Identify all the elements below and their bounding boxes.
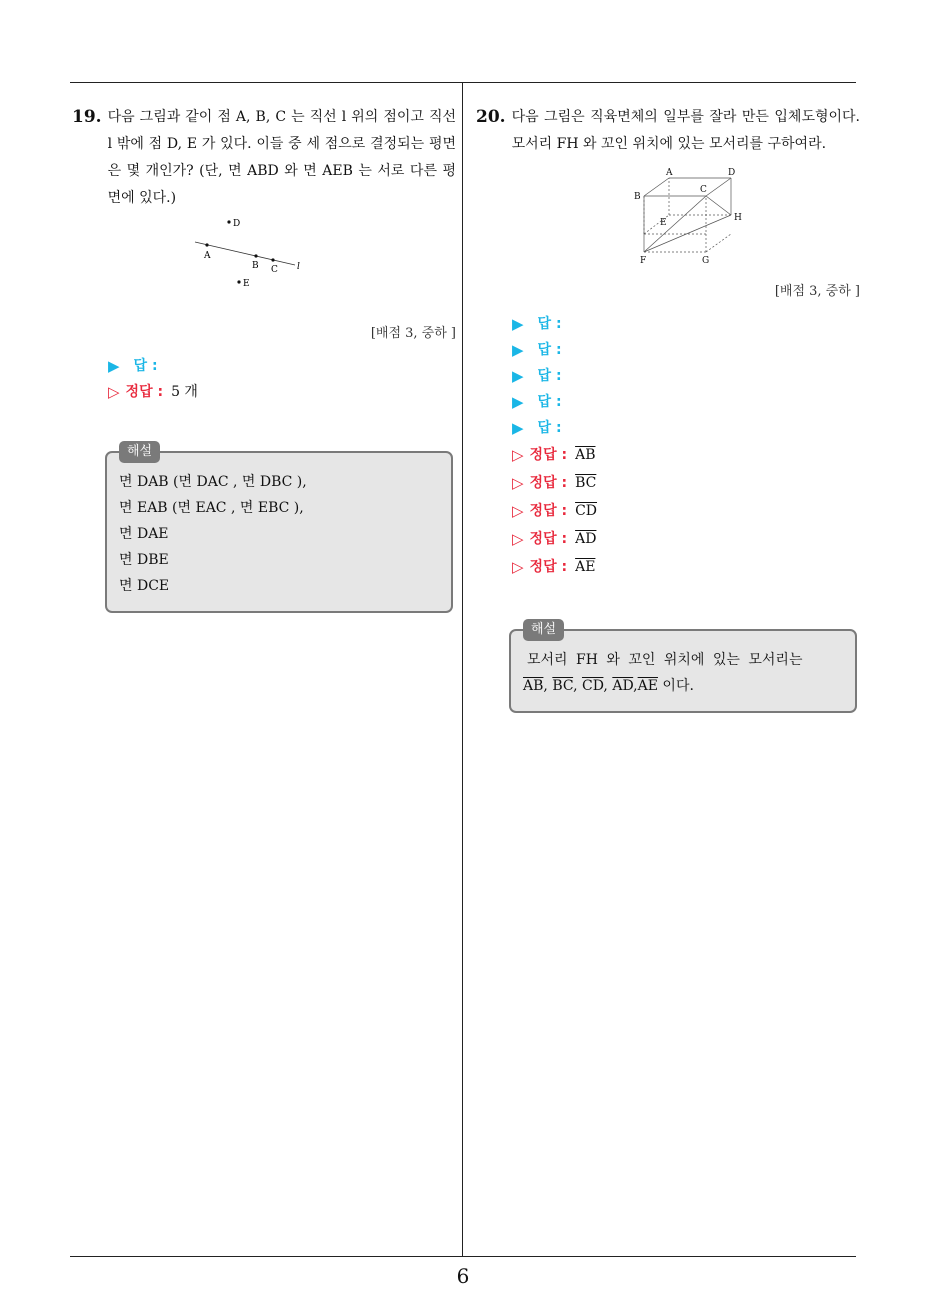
answer-line [512,389,860,415]
explanation-line: 면 EAB (면 EAC , 면 EBC ), [119,500,304,516]
explanation-tag: 해설 [119,441,160,463]
answer-arrow-icon: ▶ [512,341,524,359]
correct-arrow-icon: ▷ [108,383,120,401]
point-e [237,280,240,283]
answer-line [512,337,860,363]
explanation-line: 면 DAB (면 DAC , 면 DBC ), [119,474,307,490]
line-points-figure [189,220,339,300]
label-l: l [297,262,300,272]
score-label: [배점 3, 중하 ] [774,284,860,299]
answer-label: 답 : [537,368,562,384]
label-c: C [700,185,707,195]
column-divider [462,82,463,1256]
correct-label: 정답 : [529,559,568,575]
score-label: [배점 3, 중하 ] [370,326,456,341]
question-19 [72,104,456,613]
answer-arrow-icon: ▶ [512,393,524,411]
correct-value: $\overline{AB}$ [575,447,596,463]
correct-value: $\overline{CD}$ [575,503,598,519]
answer-arrow-icon: ▶ [108,357,120,375]
correct-label: 정답 : [529,447,568,463]
explanation-text: 모서리 FH 와 꼬인 위치에 있는 모서리는 [527,652,803,668]
label-e: E [243,279,250,289]
question-text: 다음 그림과 같이 점 A, B, C 는 직선 l 위의 점이고 직선 l 밖에 점 D, E 가 있다. 이들 중 세 점으로 결정되는 평면은 몇 개인가? (단, 면 ABD 와 면 AEB 는 서로 다른 평면에 있다.) [107,109,456,206]
edge-label: $\overline{BC}$ [552,678,574,694]
explanation-line: 면 DAE [119,526,169,542]
correct-answer-line [512,469,860,497]
answer-line [512,363,860,389]
edge-label: $\overline{AE}$ [637,678,658,694]
question-number: 19. [72,107,102,127]
correct-value: 5 개 [171,384,198,400]
correct-label: 정답 : [125,384,164,400]
correct-value: $\overline{BC}$ [575,475,597,491]
label-d: D [233,219,241,229]
point-d [227,220,230,223]
correct-arrow-icon: ▷ [512,502,524,520]
label-g: G [702,256,710,266]
correct-arrow-icon: ▷ [512,558,524,576]
explanation-end: 이다. [662,678,694,694]
question-text: 다음 그림은 직육면체의 일부를 잘라 만든 입체도형이다. 모서리 FH 와 꼬인 위치에 있는 모서리를 구하여라. [511,109,860,152]
answer-line [512,415,860,441]
label-b: B [634,192,641,202]
label-a: A [204,251,211,261]
label-d: D [728,168,736,178]
top-rule [70,82,856,83]
correct-arrow-icon: ▷ [512,530,524,548]
correct-answer-line [512,525,860,553]
point-b [254,254,257,257]
correct-label: 정답 : [529,531,568,547]
label-h: H [734,213,742,223]
answer-label: 답 : [537,420,562,436]
edge-label: $\overline{AD}$ [612,678,634,694]
explanation-tag: 해설 [523,619,564,641]
explanation-box [105,444,453,613]
correct-arrow-icon: ▷ [512,446,524,464]
label-c: C [271,265,278,275]
edge-label: $\overline{AB}$ [523,678,544,694]
answer-arrow-icon: ▶ [512,419,524,437]
correct-answer-line [512,441,860,469]
correct-answer-line [108,379,456,405]
point-a [205,243,208,246]
page-number: 6 [456,1264,470,1288]
answer-line [512,311,860,337]
answer-label: 답 : [537,394,562,410]
solid-figure [608,168,742,268]
explanation-line: 면 DCE [119,578,170,594]
label-b: B [252,261,259,271]
answer-arrow-icon: ▶ [512,315,524,333]
question-number: 20. [476,107,506,127]
label-f: F [640,256,647,266]
correct-answer-line [512,553,860,581]
answer-arrow-icon: ▶ [512,367,524,385]
answer-line [108,353,456,379]
label-a: A [666,168,673,178]
correct-label: 정답 : [529,475,568,491]
correct-value: $\overline{AD}$ [575,531,597,547]
answer-label: 답 : [133,358,158,374]
answer-label: 답 : [537,316,562,332]
correct-value: $\overline{AE}$ [575,559,596,575]
point-c [271,258,274,261]
correct-arrow-icon: ▷ [512,474,524,492]
question-20 [476,104,860,713]
explanation-line: 면 DBE [119,552,169,568]
explanation-box [509,622,857,713]
answer-label: 답 : [537,342,562,358]
edge-label: $\overline{CD}$ [581,678,604,694]
correct-answer-line [512,497,860,525]
correct-label: 정답 : [529,503,568,519]
bottom-rule [70,1256,856,1257]
label-e: E [660,218,667,228]
explanation-edges: $\overline{AB}$, $\overline{BC}$, $\overline{CD}$, $\overline{AD},\overline{AE}$ 이다. [523,678,694,694]
